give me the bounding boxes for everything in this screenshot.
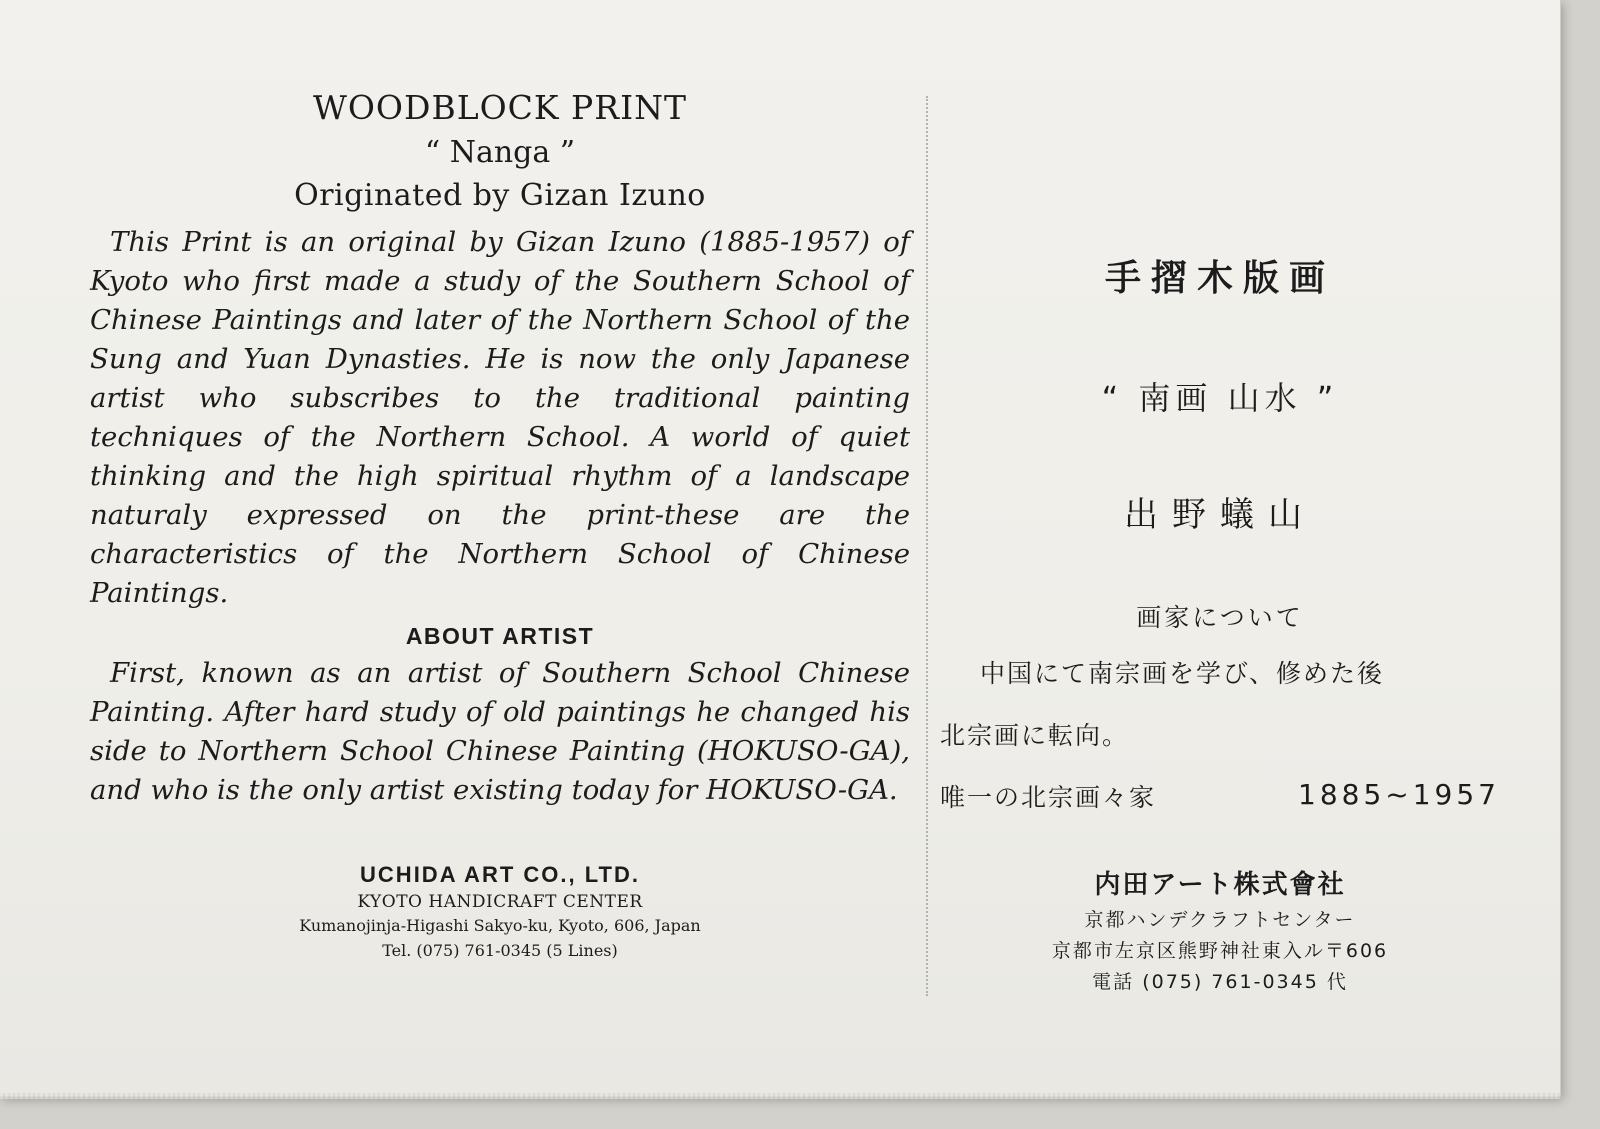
japanese-company-name: 内田アート株式會社 [1094, 870, 1346, 900]
description-paragraph: This Print is an original by Gizan Izuno (1885-1957) of Kyoto who first made a study of the Southern School of Chinese Paintings and later of the Northern School of the Sung and Yuan Dynasties. He is now the only Japanese artist who subscribes to the traditional painting techniques of the Northern School. A world of quiet thinking and the high spiritual rhythm of a landscape naturaly expressed on the print-these are the characteristics of the Northern School of Chinese Paintings. [90, 226, 910, 609]
english-title: WOODBLOCK PRINT [312, 88, 688, 127]
japanese-about-text [940, 654, 1500, 814]
company-subtitle: KYOTO HANDICRAFT CENTER [357, 892, 643, 912]
japanese-company-address: 京都市左京区熊野神社東入ル〒606 [1051, 940, 1389, 962]
originated-by: Originated by Gizan Izuno [294, 178, 706, 213]
about-artist-paragraph: First, known as an artist of Southern School Chinese Painting. After hard study of old paintings he changed his side to Northern School Chinese Painting (HOKUSO-GA), and who is the only artist existing today for HOKUSO-GA. [90, 657, 910, 806]
english-section [90, 82, 910, 960]
japanese-line-3 [940, 778, 1500, 814]
japanese-line-3-text: 唯一の北宗画々家 [940, 783, 1157, 812]
company-name: UCHIDA ART CO., LTD. [360, 862, 640, 887]
japanese-artist-name: 出野蟻山 [1124, 495, 1316, 535]
japanese-years: 1885~1957 [1298, 778, 1500, 811]
about-artist-heading: ABOUT ARTIST [405, 623, 595, 649]
japanese-line-2: 北宗画に転向。 [940, 721, 1130, 750]
company-telephone: Tel. (075) 761-0345 (5 Lines) [382, 941, 618, 960]
japanese-company-telephone: 電話 (075) 761-0345 代 [1092, 971, 1348, 993]
english-subtitle: “ Nanga ” [424, 135, 576, 170]
center-divider [926, 96, 928, 996]
company-address: Kumanojinja-Higashi Sakyo-ku, Kyoto, 606, Japan [299, 916, 701, 935]
japanese-quote: “ 南画 山水 ” [1101, 379, 1339, 417]
japanese-title: 手摺木版画 [1104, 258, 1335, 299]
japanese-company-subtitle: 京都ハンデクラフトセンター [1084, 909, 1356, 931]
japanese-section [940, 250, 1500, 994]
japanese-line-1: 中国にて南宗画を学び、修めた後 [980, 659, 1385, 688]
japanese-about-heading: 画家について [1136, 603, 1304, 632]
